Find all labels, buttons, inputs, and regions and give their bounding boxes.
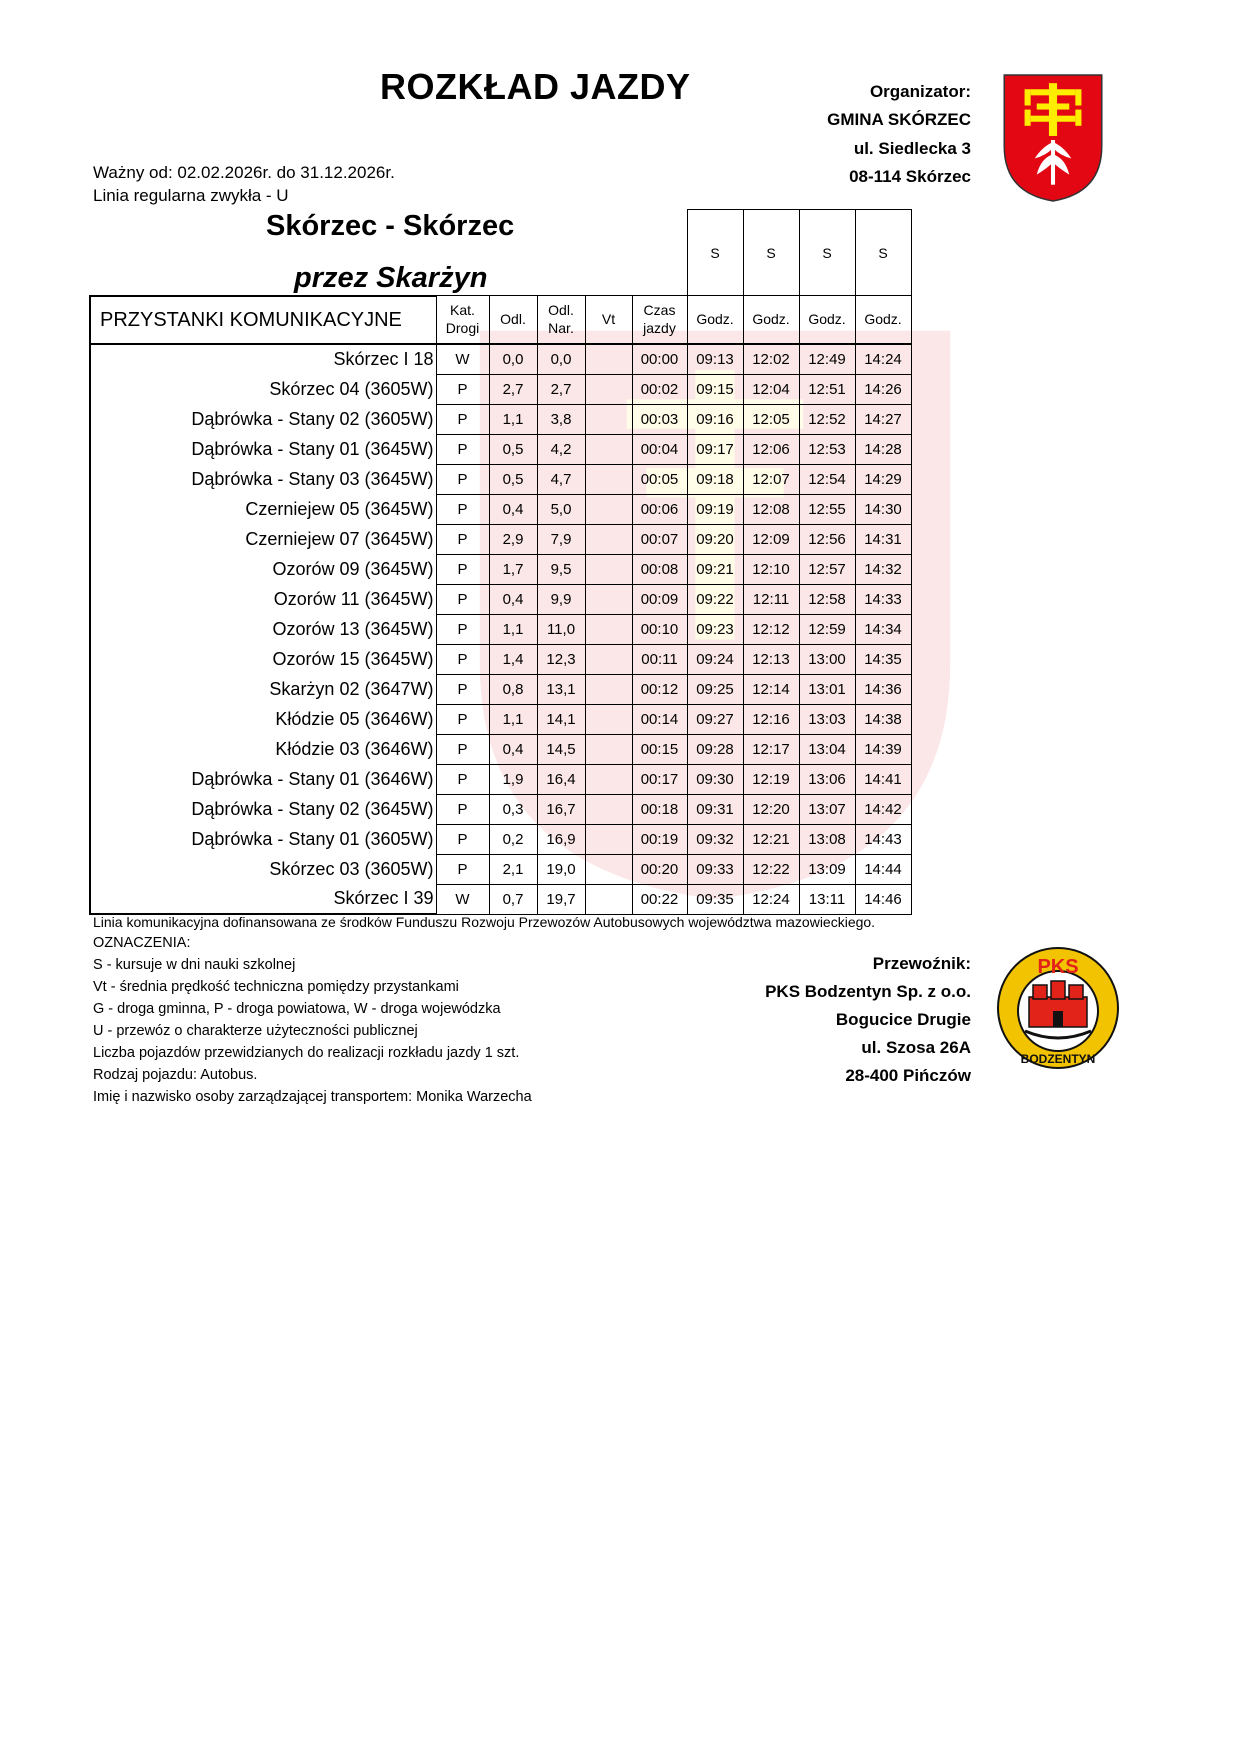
speed-cell: [585, 794, 632, 824]
distance-cell: 1,9: [489, 764, 537, 794]
stop-name-cell: Skórzec 03 (3605W): [90, 854, 436, 884]
carrier-city: 28-400 Pińczów: [845, 1066, 971, 1085]
travel-time-cell: 00:10: [632, 614, 687, 644]
carrier-street: Bogucice Drugie: [835, 1010, 971, 1029]
departure-time-cell: 12:08: [743, 494, 799, 524]
legend-item: U - przewóz o charakterze użyteczności publicznej: [93, 1023, 418, 1039]
departure-time-cell: 12:09: [743, 524, 799, 554]
departure-time-cell: 12:58: [799, 584, 855, 614]
departure-time-cell: 12:24: [743, 884, 799, 914]
speed-cell: [585, 734, 632, 764]
cumulative-distance-cell: 14,5: [537, 734, 585, 764]
legend-item: Liczba pojazdów przewidzianych do realizacji rozkładu jazdy 1 szt.: [93, 1045, 520, 1061]
travel-time-cell: 00:07: [632, 524, 687, 554]
cumulative-distance-cell: 16,9: [537, 824, 585, 854]
table-row: [90, 764, 911, 794]
table-row: [90, 884, 911, 914]
distance-cell: 1,1: [489, 614, 537, 644]
road-category-cell: P: [436, 854, 489, 884]
schedule-mark: S: [687, 210, 743, 296]
czas-column-header: Czas jazdy: [632, 296, 687, 344]
table-row: [90, 704, 911, 734]
stop-name-cell: Ozorów 15 (3645W): [90, 644, 436, 674]
departure-time-cell: 09:28: [687, 734, 743, 764]
departure-time-cell: 12:52: [799, 404, 855, 434]
distance-cell: 0,2: [489, 824, 537, 854]
cumulative-distance-cell: 12,3: [537, 644, 585, 674]
travel-time-cell: 00:14: [632, 704, 687, 734]
travel-time-cell: 00:03: [632, 404, 687, 434]
speed-cell: [585, 764, 632, 794]
cumulative-distance-cell: 5,0: [537, 494, 585, 524]
road-category-cell: P: [436, 794, 489, 824]
table-row: [90, 584, 911, 614]
distance-cell: 0,7: [489, 884, 537, 914]
departure-time-cell: 14:36: [855, 674, 911, 704]
speed-cell: [585, 644, 632, 674]
speed-cell: [585, 554, 632, 584]
cumulative-distance-cell: 4,7: [537, 464, 585, 494]
departure-time-cell: 09:24: [687, 644, 743, 674]
stop-name-cell: Dąbrówka - Stany 01 (3645W): [90, 434, 436, 464]
table-row: [90, 734, 911, 764]
departure-time-cell: 12:22: [743, 854, 799, 884]
line-type-text: Linia regularna zwykła - U: [93, 186, 289, 205]
departure-time-cell: 09:15: [687, 374, 743, 404]
distance-cell: 1,4: [489, 644, 537, 674]
organizer-name: GMINA SKÓRZEC: [827, 110, 971, 129]
departure-time-cell: 09:19: [687, 494, 743, 524]
stop-name-cell: Ozorów 13 (3645W): [90, 614, 436, 644]
road-category-cell: P: [436, 764, 489, 794]
departure-time-cell: 14:30: [855, 494, 911, 524]
travel-time-cell: 00:15: [632, 734, 687, 764]
cumulative-distance-cell: 19,7: [537, 884, 585, 914]
road-category-cell: P: [436, 524, 489, 554]
departure-time-cell: 09:32: [687, 824, 743, 854]
departure-time-cell: 12:56: [799, 524, 855, 554]
distance-cell: 2,9: [489, 524, 537, 554]
departure-time-cell: 12:59: [799, 614, 855, 644]
departure-time-cell: 13:01: [799, 674, 855, 704]
travel-time-cell: 00:02: [632, 374, 687, 404]
departure-time-cell: 14:29: [855, 464, 911, 494]
cumulative-distance-cell: 19,0: [537, 854, 585, 884]
departure-time-cell: 13:06: [799, 764, 855, 794]
departure-time-cell: 09:20: [687, 524, 743, 554]
departure-time-cell: 12:02: [743, 344, 799, 375]
distance-cell: 0,3: [489, 794, 537, 824]
road-category-cell: P: [436, 554, 489, 584]
departure-time-cell: 12:51: [799, 374, 855, 404]
road-category-cell: P: [436, 704, 489, 734]
legend-item: Vt - średnia prędkość techniczna pomiędzy przystankami: [93, 979, 459, 995]
travel-time-cell: 00:06: [632, 494, 687, 524]
departure-time-cell: 14:26: [855, 374, 911, 404]
departure-time-cell: 09:16: [687, 404, 743, 434]
schedule-mark: S: [743, 210, 799, 296]
road-category-cell: P: [436, 434, 489, 464]
table-row: [90, 614, 911, 644]
table-row: [90, 674, 911, 704]
table-row: [90, 464, 911, 494]
departure-time-cell: 13:04: [799, 734, 855, 764]
timetable: [89, 209, 912, 915]
road-category-cell: P: [436, 374, 489, 404]
cumulative-distance-cell: 9,9: [537, 584, 585, 614]
organizer-label: Organizator:: [869, 82, 971, 101]
distance-cell: 1,1: [489, 704, 537, 734]
stop-name-cell: Skórzec 04 (3605W): [90, 374, 436, 404]
departure-time-cell: 12:14: [743, 674, 799, 704]
departure-time-cell: 12:19: [743, 764, 799, 794]
organizer-street: ul. Siedlecka 3: [853, 139, 971, 158]
carrier-name: PKS Bodzentyn Sp. z o.o.: [765, 982, 971, 1001]
legend-title: OZNACZENIA:: [93, 935, 191, 951]
schedule-mark: S: [799, 210, 855, 296]
road-category-cell: W: [436, 344, 489, 375]
road-category-cell: P: [436, 734, 489, 764]
departure-time-cell: 09:18: [687, 464, 743, 494]
speed-cell: [585, 674, 632, 704]
cumulative-distance-cell: 14,1: [537, 704, 585, 734]
departure-time-cell: 12:10: [743, 554, 799, 584]
table-row: [90, 494, 911, 524]
departure-time-cell: 12:49: [799, 344, 855, 375]
departure-time-cell: 09:33: [687, 854, 743, 884]
route-title: Skórzec - Skórzec: [266, 210, 515, 242]
departure-time-cell: 13:07: [799, 794, 855, 824]
speed-cell: [585, 494, 632, 524]
departure-time-cell: 14:28: [855, 434, 911, 464]
logo-bottom-text: BODZENTYN: [1020, 1052, 1096, 1066]
travel-time-cell: 00:18: [632, 794, 687, 824]
skorzec-crest-icon: [1002, 73, 1104, 203]
stop-name-cell: Dąbrówka - Stany 01 (3646W): [90, 764, 436, 794]
road-category-cell: P: [436, 644, 489, 674]
distance-cell: 1,1: [489, 404, 537, 434]
pks-bodzentyn-logo-icon: [995, 945, 1121, 1071]
stop-name-cell: Skórzec I 18: [90, 344, 436, 375]
departure-time-cell: 14:27: [855, 404, 911, 434]
godz-column-header: Godz.: [855, 296, 911, 344]
departure-time-cell: 14:35: [855, 644, 911, 674]
stops-column-header: PRZYSTANKI KOMUNIKACYJNE: [90, 296, 436, 344]
departure-time-cell: 12:11: [743, 584, 799, 614]
odl-column-header: Odl.: [489, 296, 537, 344]
legend-item: Imię i nazwisko osoby zarządzającej transportem: Monika Warzecha: [93, 1089, 532, 1105]
road-category-cell: P: [436, 464, 489, 494]
travel-time-cell: 00:20: [632, 854, 687, 884]
cumulative-distance-cell: 16,7: [537, 794, 585, 824]
departure-time-cell: 14:24: [855, 344, 911, 375]
route-via: przez Skarżyn: [294, 262, 488, 294]
departure-time-cell: 12:21: [743, 824, 799, 854]
departure-time-cell: 12:07: [743, 464, 799, 494]
departure-time-cell: 12:12: [743, 614, 799, 644]
stop-name-cell: Kłódzie 05 (3646W): [90, 704, 436, 734]
carrier-road: ul. Szosa 26A: [861, 1038, 971, 1057]
departure-time-cell: 09:30: [687, 764, 743, 794]
distance-cell: 0,4: [489, 584, 537, 614]
distance-cell: 0,8: [489, 674, 537, 704]
stop-name-cell: Dąbrówka - Stany 01 (3605W): [90, 824, 436, 854]
stop-name-cell: Dąbrówka - Stany 02 (3605W): [90, 404, 436, 434]
stop-name-cell: Dąbrówka - Stany 02 (3645W): [90, 794, 436, 824]
table-row: [90, 344, 911, 375]
table-row: [90, 794, 911, 824]
travel-time-cell: 00:12: [632, 674, 687, 704]
stop-name-cell: Ozorów 09 (3645W): [90, 554, 436, 584]
stop-name-cell: Czerniejew 05 (3645W): [90, 494, 436, 524]
table-row: [90, 554, 911, 584]
godz-column-header: Godz.: [687, 296, 743, 344]
godz-column-header: Godz.: [743, 296, 799, 344]
distance-cell: 0,4: [489, 494, 537, 524]
departure-time-cell: 12:05: [743, 404, 799, 434]
organizer-city: 08-114 Skórzec: [849, 167, 971, 186]
table-row: [90, 434, 911, 464]
road-category-cell: W: [436, 884, 489, 914]
travel-time-cell: 00:00: [632, 344, 687, 375]
departure-time-cell: 09:21: [687, 554, 743, 584]
stop-name-cell: Czerniejew 07 (3645W): [90, 524, 436, 554]
departure-time-cell: 12:57: [799, 554, 855, 584]
departure-time-cell: 14:42: [855, 794, 911, 824]
departure-time-cell: 14:31: [855, 524, 911, 554]
distance-cell: 0,4: [489, 734, 537, 764]
departure-time-cell: 12:06: [743, 434, 799, 464]
departure-time-cell: 09:31: [687, 794, 743, 824]
departure-time-cell: 09:27: [687, 704, 743, 734]
departure-time-cell: 09:35: [687, 884, 743, 914]
vt-column-header: Vt: [585, 296, 632, 344]
departure-time-cell: 14:32: [855, 554, 911, 584]
speed-cell: [585, 854, 632, 884]
table-row: [90, 854, 911, 884]
road-category-cell: P: [436, 614, 489, 644]
stop-name-cell: Kłódzie 03 (3646W): [90, 734, 436, 764]
speed-cell: [585, 824, 632, 854]
travel-time-cell: 00:11: [632, 644, 687, 674]
cumulative-distance-cell: 11,0: [537, 614, 585, 644]
departure-time-cell: 09:25: [687, 674, 743, 704]
departure-time-cell: 12:20: [743, 794, 799, 824]
departure-time-cell: 14:41: [855, 764, 911, 794]
departure-time-cell: 13:03: [799, 704, 855, 734]
legend-item: G - droga gminna, P - droga powiatowa, W - droga wojewódzka: [93, 1001, 501, 1017]
page-title: ROZKŁAD JAZDY: [380, 66, 691, 107]
road-category-cell: P: [436, 824, 489, 854]
stop-name-cell: Skarżyn 02 (3647W): [90, 674, 436, 704]
distance-cell: 2,7: [489, 374, 537, 404]
distance-cell: 1,7: [489, 554, 537, 584]
table-row: [90, 644, 911, 674]
departure-time-cell: 14:38: [855, 704, 911, 734]
speed-cell: [585, 344, 632, 375]
table-row: [90, 404, 911, 434]
travel-time-cell: 00:05: [632, 464, 687, 494]
departure-time-cell: 14:46: [855, 884, 911, 914]
legend-item: S - kursuje w dni nauki szkolnej: [93, 957, 296, 973]
cumulative-distance-cell: 16,4: [537, 764, 585, 794]
speed-cell: [585, 614, 632, 644]
table-row: [90, 524, 911, 554]
funding-note: Linia komunikacyjna dofinansowana ze środków Funduszu Rozwoju Przewozów Autobusowych województwa mazowieckiego.: [93, 914, 876, 930]
stop-name-cell: Skórzec I 39: [90, 884, 436, 914]
cumulative-distance-cell: 9,5: [537, 554, 585, 584]
departure-time-cell: 09:23: [687, 614, 743, 644]
road-category-cell: P: [436, 494, 489, 524]
distance-cell: 0,5: [489, 464, 537, 494]
departure-time-cell: 14:34: [855, 614, 911, 644]
godz-column-header: Godz.: [799, 296, 855, 344]
validity-text: Ważny od: 02.02.2026r. do 31.12.2026r.: [93, 163, 395, 182]
departure-time-cell: 13:09: [799, 854, 855, 884]
stop-name-cell: Dąbrówka - Stany 03 (3645W): [90, 464, 436, 494]
departure-time-cell: 12:16: [743, 704, 799, 734]
departure-time-cell: 13:08: [799, 824, 855, 854]
travel-time-cell: 00:17: [632, 764, 687, 794]
departure-time-cell: 12:55: [799, 494, 855, 524]
departure-time-cell: 12:17: [743, 734, 799, 764]
speed-cell: [585, 374, 632, 404]
stop-name-cell: Ozorów 11 (3645W): [90, 584, 436, 614]
speed-cell: [585, 704, 632, 734]
kat-column-header: Kat. Drogi: [436, 296, 489, 344]
departure-time-cell: 12:53: [799, 434, 855, 464]
road-category-cell: P: [436, 404, 489, 434]
road-category-cell: P: [436, 674, 489, 704]
speed-cell: [585, 404, 632, 434]
distance-cell: 0,5: [489, 434, 537, 464]
distance-cell: 0,0: [489, 344, 537, 375]
schedule-mark: S: [855, 210, 911, 296]
departure-time-cell: 14:44: [855, 854, 911, 884]
speed-cell: [585, 434, 632, 464]
departure-time-cell: 09:13: [687, 344, 743, 375]
departure-time-cell: 13:00: [799, 644, 855, 674]
travel-time-cell: 00:22: [632, 884, 687, 914]
speed-cell: [585, 884, 632, 914]
travel-time-cell: 00:09: [632, 584, 687, 614]
departure-time-cell: 14:39: [855, 734, 911, 764]
departure-time-cell: 09:22: [687, 584, 743, 614]
travel-time-cell: 00:19: [632, 824, 687, 854]
distance-cell: 2,1: [489, 854, 537, 884]
cumulative-distance-cell: 7,9: [537, 524, 585, 554]
carrier-label: Przewoźnik:: [872, 954, 971, 973]
travel-time-cell: 00:04: [632, 434, 687, 464]
speed-cell: [585, 524, 632, 554]
departure-time-cell: 12:04: [743, 374, 799, 404]
travel-time-cell: 00:08: [632, 554, 687, 584]
legend-item: Rodzaj pojazdu: Autobus.: [93, 1067, 258, 1083]
cumulative-distance-cell: 2,7: [537, 374, 585, 404]
departure-time-cell: 12:54: [799, 464, 855, 494]
cumulative-distance-cell: 4,2: [537, 434, 585, 464]
cumulative-distance-cell: 13,1: [537, 674, 585, 704]
departure-time-cell: 12:13: [743, 644, 799, 674]
departure-time-cell: 13:11: [799, 884, 855, 914]
table-row: [90, 824, 911, 854]
speed-cell: [585, 584, 632, 614]
table-row: [90, 374, 911, 404]
cumulative-distance-cell: 3,8: [537, 404, 585, 434]
departure-time-cell: 09:17: [687, 434, 743, 464]
cumulative-distance-cell: 0,0: [537, 344, 585, 375]
departure-time-cell: 14:33: [855, 584, 911, 614]
departure-time-cell: 14:43: [855, 824, 911, 854]
odl-nar-column-header: Odl. Nar.: [537, 296, 585, 344]
logo-top-text: PKS: [1037, 956, 1079, 978]
road-category-cell: P: [436, 584, 489, 614]
speed-cell: [585, 464, 632, 494]
